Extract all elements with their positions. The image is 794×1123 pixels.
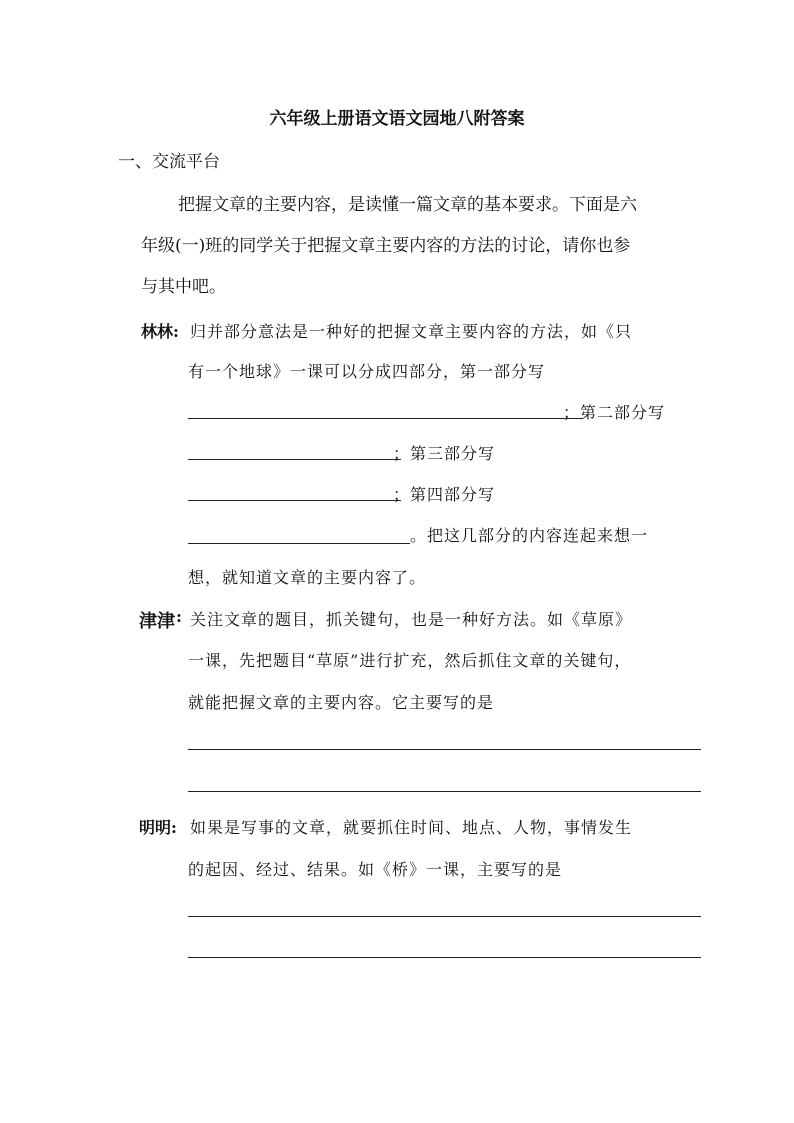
answer-blank-part4[interactable] — [188, 543, 410, 544]
speaker-linlin: 林林: — [141, 322, 179, 341]
linlin-line-1: 归并部分意法是一种好的把握文章主要内容的方法，如《只 — [190, 322, 633, 341]
answer-blank-part3[interactable] — [188, 500, 401, 501]
answer-blank-caoyuan-2[interactable] — [188, 791, 701, 792]
answer-blank-qiao-1[interactable] — [188, 916, 701, 917]
answer-blank-part2[interactable] — [188, 459, 401, 460]
mingming-line-2: 的起因、经过、结果。如《桥》一课，主要写的是 — [188, 860, 563, 879]
speaker-mingming: 明明: — [139, 818, 177, 837]
linlin-sep-4: ；第四部分写 — [393, 485, 496, 504]
speaker-jinjin: 津津 — [139, 611, 175, 632]
page-title: 六年级上册语文语文园地八附答案 — [269, 109, 525, 129]
intro-line-1: 把握文章的主要内容，是读懂一篇文章的基本要求。下面是六 — [178, 195, 637, 215]
answer-blank-caoyuan-1[interactable] — [188, 749, 701, 750]
answer-blank-part1[interactable] — [188, 418, 583, 419]
speaker-jinjin-colon: : — [176, 607, 182, 626]
jinjin-line-1: 关注文章的题目，抓关键句，也是一种好方法。如《草原》 — [190, 610, 633, 629]
linlin-end-1: 。把这几部分的内容连起来想一 — [410, 526, 649, 545]
answer-blank-qiao-2[interactable] — [188, 957, 701, 958]
intro-line-3: 与其中吧。 — [141, 277, 226, 297]
linlin-end-2: 想，就知道文章的主要内容了。 — [188, 568, 427, 587]
linlin-sep-3: ；第三部分写 — [393, 444, 496, 463]
intro-line-2: 年级(一)班的同学关于把握文章主要内容的方法的讨论，请你也参 — [141, 236, 631, 256]
section-heading: 一、交流平台 — [118, 152, 220, 172]
linlin-line-2: 有一个地球》一课可以分成四部分，第一部分写 — [188, 362, 546, 381]
mingming-line-1: 如果是写事的文章，就要抓住时间、地点、人物，事情发生 — [190, 818, 633, 837]
jinjin-line-2: 一课，先把题目“草原”进行扩充，然后抓住文章的关键句， — [188, 651, 632, 670]
linlin-sep-2: ；第二部分写 — [563, 403, 666, 422]
jinjin-line-3: 就能把握文章的主要内容。它主要写的是 — [188, 693, 495, 712]
